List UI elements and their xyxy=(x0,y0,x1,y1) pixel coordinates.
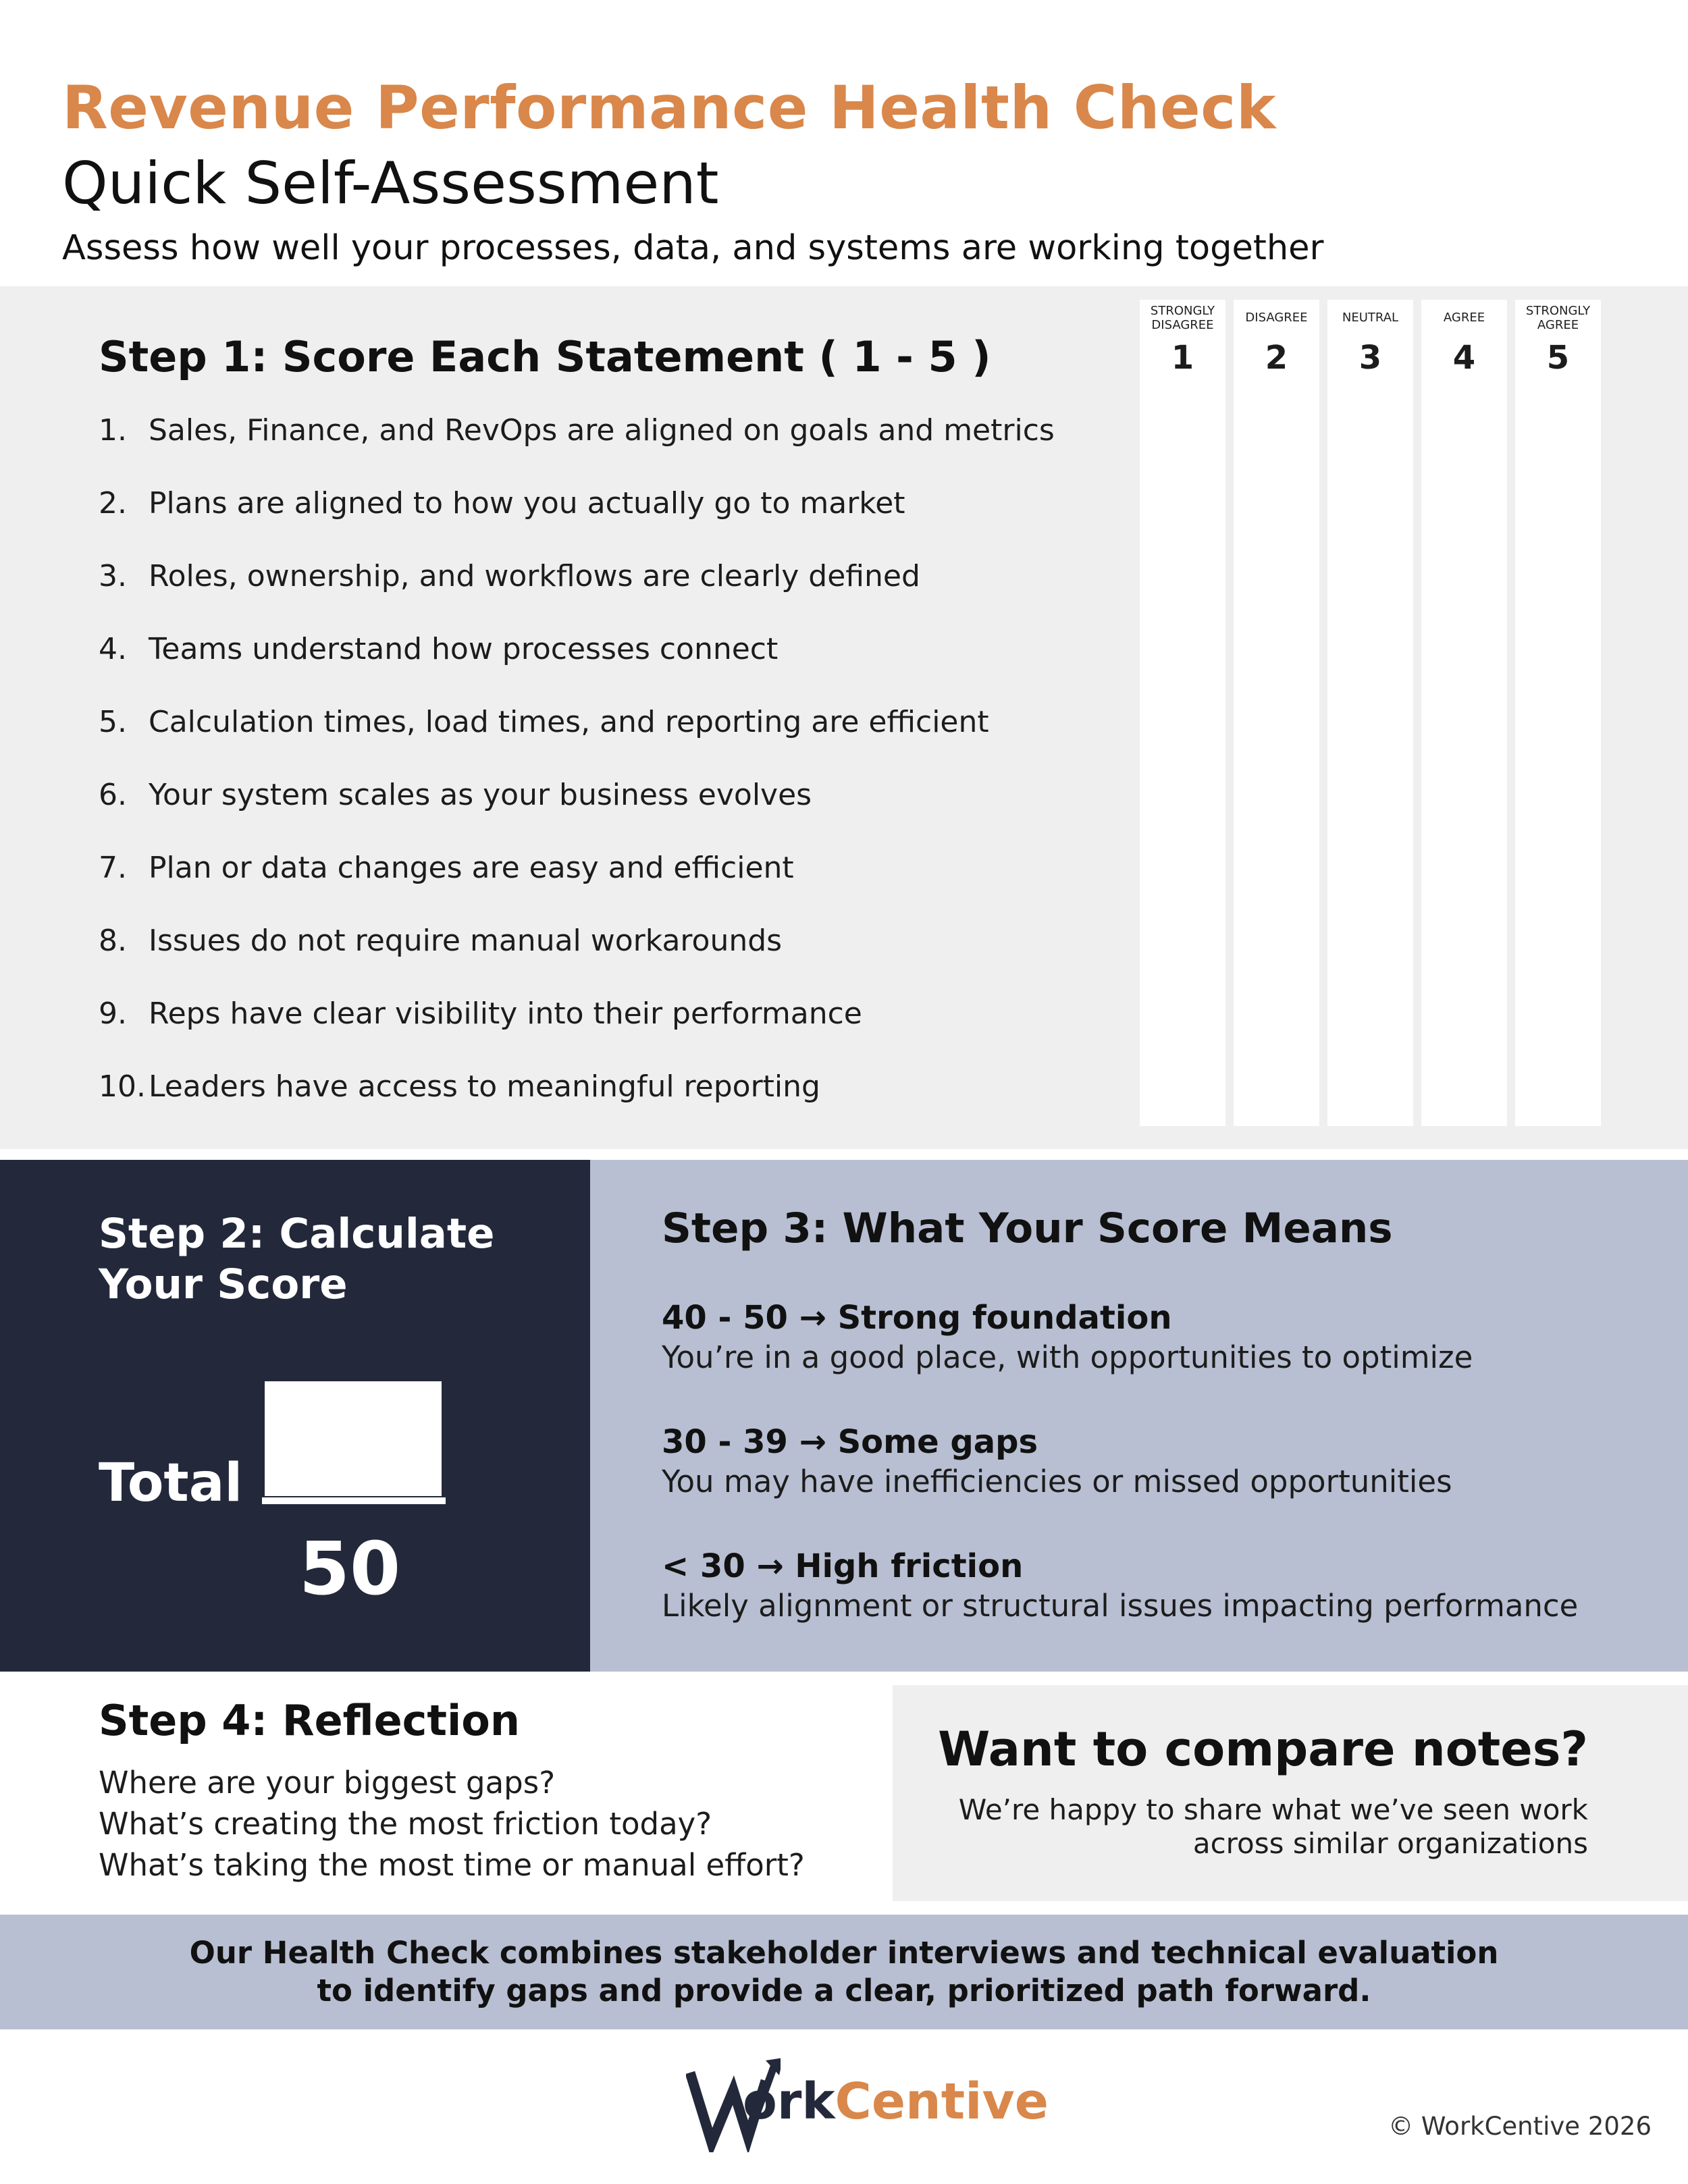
step3-heading: Step 3: What Your Score Means xyxy=(662,1204,1393,1252)
scale-value: 3 xyxy=(1359,339,1382,377)
cta-banner xyxy=(0,1915,1688,2029)
score-column-2[interactable] xyxy=(1234,300,1319,1126)
page-title: Revenue Performance Health Check xyxy=(62,73,1276,142)
copyright: © WorkCentive 2026 xyxy=(1388,2112,1652,2141)
scale-value: 4 xyxy=(1452,339,1476,377)
step1-heading: Step 1: Score Each Statement ( 1 - 5 ) xyxy=(99,332,991,381)
scale-value: 5 xyxy=(1546,339,1570,377)
scale-label: DISAGREE xyxy=(1245,311,1308,325)
score-range-desc: You’re in a good place, with opportunities to optimize xyxy=(662,1339,1473,1375)
reflection-question: What’s taking the most time or manual effort? xyxy=(99,1847,805,1883)
scale-value: 1 xyxy=(1171,339,1194,377)
statement-item: 7. Plan or data changes are easy and efficient xyxy=(99,851,794,885)
statement-item: 3. Roles, ownership, and workflows are clearly defined xyxy=(99,559,920,593)
compare-heading: Want to compare notes? xyxy=(938,1722,1588,1777)
banner-text: Our Health Check combines stakeholder interviews and technical evaluation xyxy=(189,1935,1499,1971)
page-tagline: Assess how well your processes, data, and systems are working together xyxy=(62,228,1324,268)
statement-item: 2. Plans are aligned to how you actually go to market xyxy=(99,486,905,521)
score-range-gaps: 30 - 39 → Some gaps xyxy=(662,1423,1038,1461)
compare-text: We’re happy to share what we’ve seen work xyxy=(958,1793,1588,1826)
score-range-desc: Likely alignment or structural issues impacting performance xyxy=(662,1588,1579,1624)
scale-value: 2 xyxy=(1265,339,1288,377)
score-range-desc: You may have inefficiencies or missed opportunities xyxy=(662,1464,1452,1499)
reflection-question: What’s creating the most friction today? xyxy=(99,1806,712,1842)
score-input-box[interactable] xyxy=(265,1381,442,1496)
scale-label: AGREE xyxy=(1443,311,1485,325)
workcentive-logo: orkCentive xyxy=(686,2054,1010,2152)
step4-heading: Step 4: Reflection xyxy=(99,1696,520,1745)
score-column-5[interactable] xyxy=(1515,300,1601,1126)
score-range-friction: < 30 → High friction xyxy=(662,1547,1024,1585)
score-column-4[interactable] xyxy=(1421,300,1507,1126)
statement-item: 9. Reps have clear visibility into their performance xyxy=(99,996,862,1031)
scale-label: STRONGLY DISAGREE xyxy=(1150,304,1215,332)
score-denominator: 50 xyxy=(298,1527,401,1612)
score-column-1[interactable] xyxy=(1140,300,1225,1126)
fraction-line xyxy=(262,1497,446,1504)
statement-item: 5. Calculation times, load times, and reporting are efficient xyxy=(99,705,989,739)
score-range-strong: 40 - 50 → Strong foundation xyxy=(662,1299,1172,1337)
compare-text: across similar organizations xyxy=(1192,1827,1588,1860)
statement-item: 10.Leaders have access to meaningful reporting xyxy=(99,1069,820,1104)
statement-item: 6. Your system scales as your business evolves xyxy=(99,778,812,812)
statement-item: 8. Issues do not require manual workarounds xyxy=(99,924,783,958)
step2-heading: Step 2: Calculate Your Score xyxy=(99,1210,495,1308)
total-label: Total xyxy=(99,1453,243,1514)
page-subtitle: Quick Self-Assessment xyxy=(62,150,719,217)
scale-label: NEUTRAL xyxy=(1342,311,1399,325)
score-column-3[interactable] xyxy=(1327,300,1413,1126)
banner-text: to identify gaps and provide a clear, prioritized path forward. xyxy=(317,1973,1371,2008)
statement-item: 4. Teams understand how processes connect xyxy=(99,632,779,666)
scale-label: STRONGLY AGREE xyxy=(1525,304,1591,332)
reflection-question: Where are your biggest gaps? xyxy=(99,1765,556,1801)
statement-item: 1. Sales, Finance, and RevOps are aligned on goals and metrics xyxy=(99,413,1055,448)
